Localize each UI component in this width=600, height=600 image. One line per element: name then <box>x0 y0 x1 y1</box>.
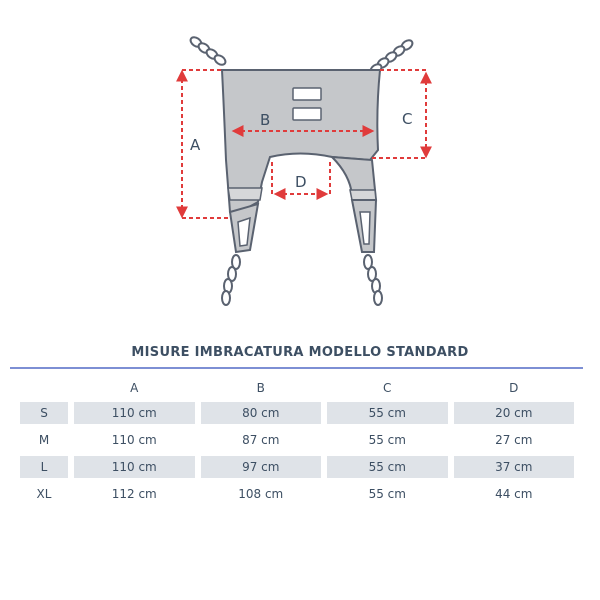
size-cell: XL <box>36 487 52 501</box>
cell-a: 110 cm <box>74 402 195 424</box>
size-cell: L <box>20 456 68 478</box>
cell-d: 37 cm <box>454 456 575 478</box>
cell-c: 55 cm <box>368 487 406 501</box>
size-cell: M <box>38 433 50 447</box>
label-b: B <box>260 111 271 129</box>
chain-left-top <box>189 35 227 66</box>
leg-straps <box>230 200 376 252</box>
table-row <box>20 483 574 505</box>
label-d: D <box>295 173 307 191</box>
cell-c: 55 cm <box>368 433 406 447</box>
label-c: C <box>402 110 413 128</box>
header-a: A <box>130 381 139 395</box>
cell-a: 110 cm <box>111 433 157 447</box>
table-title: MISURE IMBRACATURA MODELLO STANDARD <box>131 345 469 360</box>
table-row <box>20 456 574 478</box>
cell-d: 27 cm <box>495 433 533 447</box>
cell-c: 55 cm <box>327 456 448 478</box>
title-rule <box>10 367 583 369</box>
header-d: D <box>509 381 519 395</box>
size-cell: S <box>20 402 68 424</box>
table-header-row <box>20 379 574 397</box>
dimension-c <box>372 70 426 158</box>
chain-right-bottom <box>364 255 382 305</box>
cell-b: 97 cm <box>201 456 322 478</box>
cell-a: 112 cm <box>111 487 157 501</box>
cell-d: 44 cm <box>495 487 533 501</box>
table-row <box>20 429 574 451</box>
cell-a: 110 cm <box>74 456 195 478</box>
cell-d: 20 cm <box>454 402 575 424</box>
table-row <box>20 402 574 424</box>
cell-c: 55 cm <box>327 402 448 424</box>
cell-b: 87 cm <box>242 433 280 447</box>
cell-b: 108 cm <box>238 487 284 501</box>
label-a: A <box>190 136 201 154</box>
cell-b: 80 cm <box>201 402 322 424</box>
dimension-a <box>182 70 228 218</box>
header-c: C <box>383 381 392 395</box>
header-b: B <box>256 381 265 395</box>
header-size <box>20 379 68 397</box>
chain-left-bottom <box>222 255 240 305</box>
size-table <box>14 374 580 510</box>
